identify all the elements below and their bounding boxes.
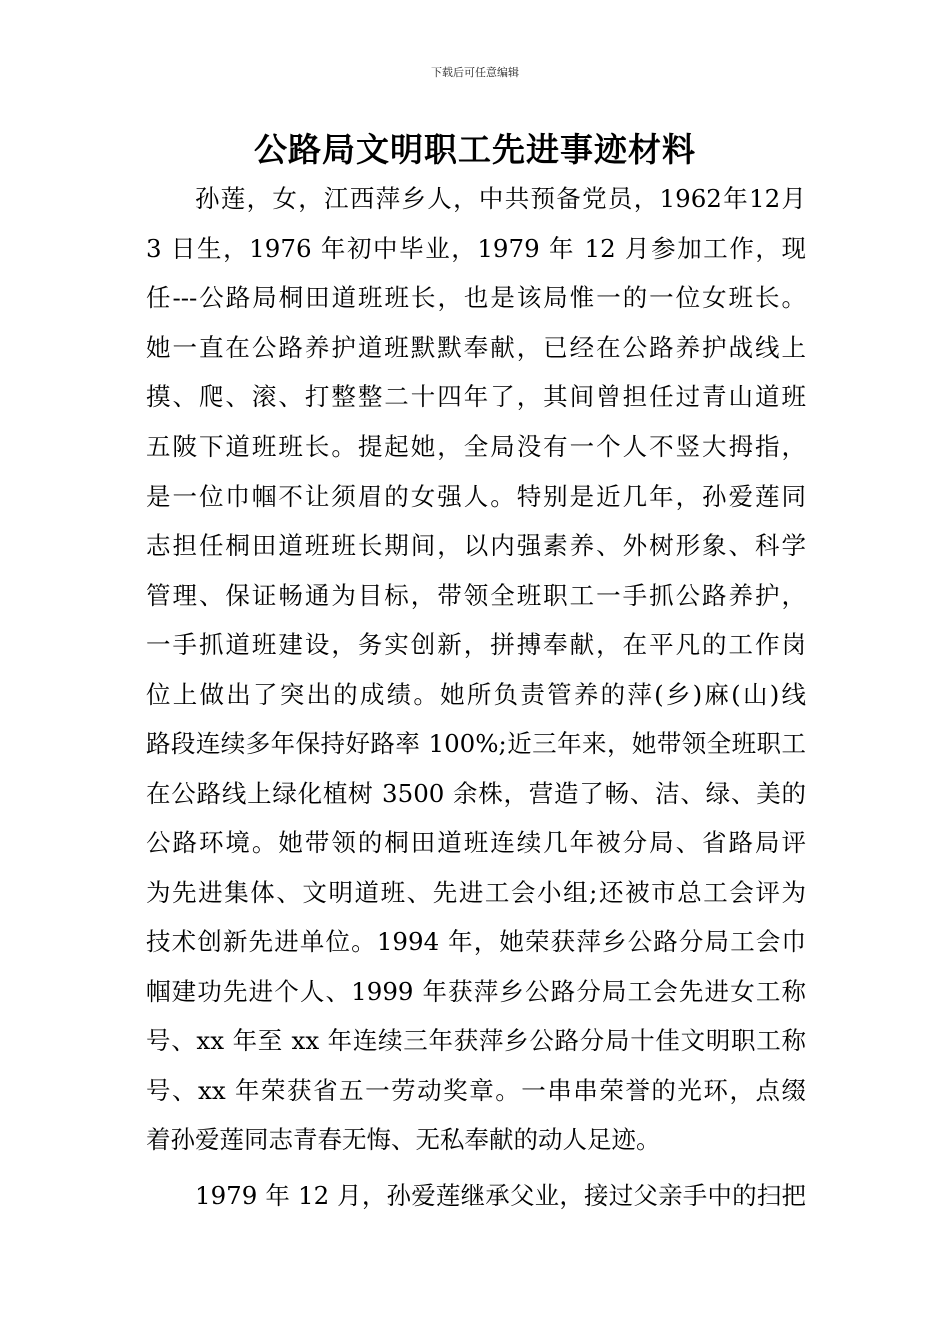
- paragraph-line-15: 为先进集体、文明道班、先进工会小组;还被市总工会评为: [146, 878, 806, 907]
- document-title: 公路局文明职工先进事迹材料: [254, 130, 696, 169]
- paragraph-line-11: 位上做出了突出的成绩。她所负责管养的萍(乡)麻(山)线: [146, 680, 806, 709]
- paragraph-line-10: 一手抓道班建设，务实创新，拼搏奉献，在平凡的工作岗: [146, 630, 806, 659]
- paragraph-line-7: 是一位巾帼不让须眉的女强人。特别是近几年，孙爱莲同: [146, 482, 806, 511]
- header-note: 下载后可任意编辑: [431, 66, 519, 79]
- paragraph-line-6: 五陂下道班班长。提起她，全局没有一个人不竖大拇指，: [146, 432, 806, 461]
- paragraph-line-3: 任---公路局桐田道班班长，也是该局惟一的一位女班长。: [146, 283, 806, 312]
- paragraph-line-17: 帼建功先进个人、1999 年获萍乡公路分局工会先进女工称: [146, 977, 806, 1006]
- paragraph-line-5: 摸、爬、滚、打整整二十四年了，其间曾担任过青山道班: [146, 382, 806, 411]
- paragraph-line-21: 1979 年 12 月，孙爱莲继承父业，接过父亲手中的扫把: [195, 1181, 806, 1210]
- paragraph-line-12: 路段连续多年保持好路率 100%;近三年来，她带领全班职工: [146, 729, 806, 758]
- paragraph-line-9: 管理、保证畅通为目标，带领全班职工一手抓公路养护，: [146, 581, 806, 610]
- paragraph-line-2: 3 日生，1976 年初中毕业，1979 年 12 月参加工作，现: [146, 234, 806, 263]
- paragraph-line-4: 她一直在公路养护道班默默奉献，已经在公路养护战线上: [146, 333, 806, 362]
- paragraph-line-14: 公路环境。她带领的桐田道班连续几年被分局、省路局评: [146, 828, 806, 857]
- paragraph-line-18: 号、xx 年至 xx 年连续三年获萍乡公路分局十佳文明职工称: [146, 1026, 806, 1055]
- paragraph-line-20: 着孙爱莲同志青春无悔、无私奉献的动人足迹。: [146, 1125, 661, 1154]
- paragraph-line-16: 技术创新先进单位。1994 年，她荣获萍乡公路分局工会巾: [146, 927, 806, 956]
- paragraph-line-1: 孙莲，女，江西萍乡人，中共预备党员，1962年12月: [195, 184, 806, 213]
- paragraph-line-19: 号、xx 年荣获省五一劳动奖章。一串串荣誉的光环，点缀: [146, 1076, 806, 1105]
- paragraph-line-8: 志担任桐田道班班长期间，以内强素养、外树形象、科学: [146, 531, 806, 560]
- paragraph-line-13: 在公路线上绿化植树 3500 余株，营造了畅、洁、绿、美的: [146, 779, 806, 808]
